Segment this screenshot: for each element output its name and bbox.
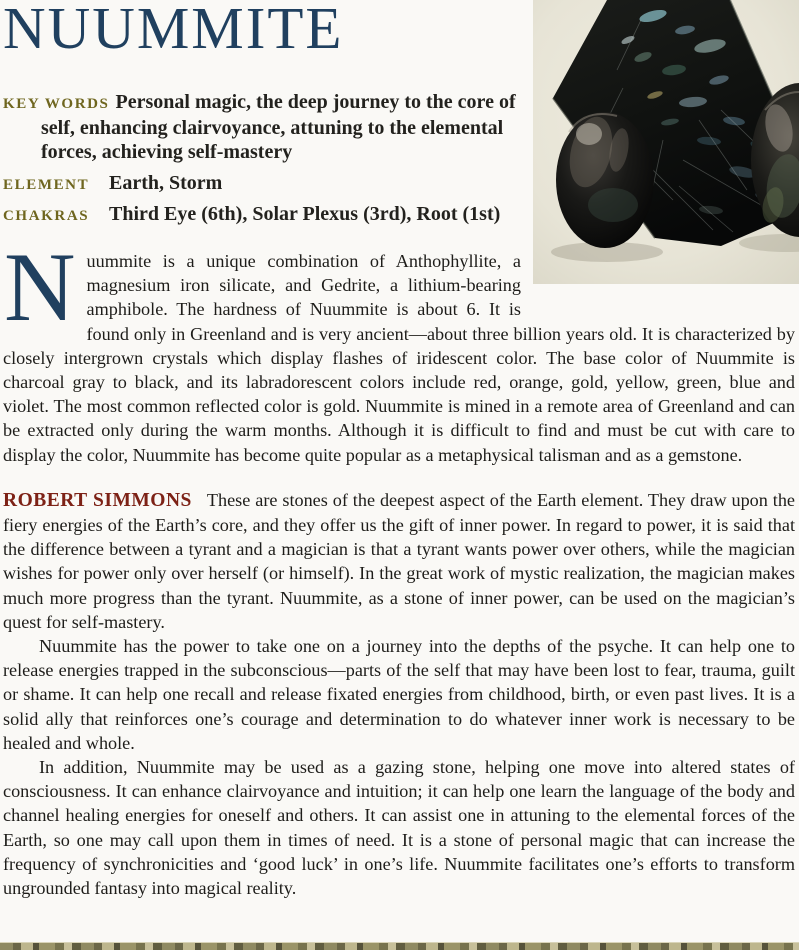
attribute-value-keywords: Personal magic, the deep journey to the core of self, enhancing clairvoyance, attuning to the elemental forces, achieving self-mastery (41, 91, 516, 163)
page-bottom-edge-strip (0, 942, 799, 950)
attribute-label-element: ELEMENT (3, 177, 90, 193)
author-paragraph-text: These are stones of the deepest aspect of the Earth element. They draw upon the fiery energies of the Earth’s core, and they offer us the gift of inner power. In regard to power, it is said that the difference between a tyrant and a magician is that a tyrant wants power over others, while the magician wishes for power only over herself (or himself). In the great work of mystic realization, the magician makes much more progress than the tyrant. Nuummite, as a stone of inner power, can be used on the magician’s quest for self-mastery. (3, 489, 795, 632)
attribute-value-element: Earth, Storm (109, 172, 223, 194)
attribute-value-chakras: Third Eye (6th), Solar Plexus (3rd), Root (1st) (109, 203, 501, 225)
description-text: uummite is a unique combination of Anthophyllite, a magnesium iron silicate, and Gedrite, a lithium-bearing amphibole. The hardness of Nuummite is about 6. It is found only in Greenland and is very ancient—about three billion years old. It is characterized by closely intergrown crystals which display flashes of iridescent color. The base color of Nuummite is charcoal gray to black, and its labradorescent colors include red, orange, gold, yellow, green, blue and violet. The most common reflected color is gold. Nuummite is mined in a remote area of Greenland and can be extracted only during the warm months. Although it is difficult to find and must be cut with care to display the color, Nuummite has become quite popular as a metaphysical talisman and as a gemstone. (3, 251, 795, 465)
author-paragraph (3, 488, 795, 634)
body-paragraph-2: Nuummite has the power to take one on a journey into the depths of the psyche. It can help one to release energies trapped in the subconscious—parts of the self that may have been lost to fear, trauma, guilt or shame. It can help one recall and release fixated energies from childhood, birth, or even past lives. It is a solid ally that reinforces one’s courage and determination to do whatever inner work is necessary to be healed and whole. (3, 636, 795, 753)
nuummite-photo-illustration (533, 0, 799, 284)
author-name: ROBERT SIMMONS (3, 489, 192, 511)
attribute-label-chakras: CHAKRAS (3, 208, 90, 224)
stone-photo (533, 0, 799, 284)
body-paragraph-3: In addition, Nuummite may be used as a gazing stone, helping one move into altered states of consciousness. It can enhance clairvoyance and intuition; it can help one learn the language of the body and channel healing energies for oneself and others. It can assist one in attuning to the elemental forces of the Earth, so one may call upon them in times of need. It is a stone of personal magic that can increase the frequency of synchronicities and ‘good luck’ in one’s life. Nuummite facilitates one’s efforts to transform ungrounded fantasy into magical reality. (3, 757, 795, 899)
attribute-label-keywords: KEY WORDS (3, 96, 110, 112)
page-title: NUUMMITE (3, 0, 344, 61)
dropcap-letter: N (4, 233, 76, 342)
